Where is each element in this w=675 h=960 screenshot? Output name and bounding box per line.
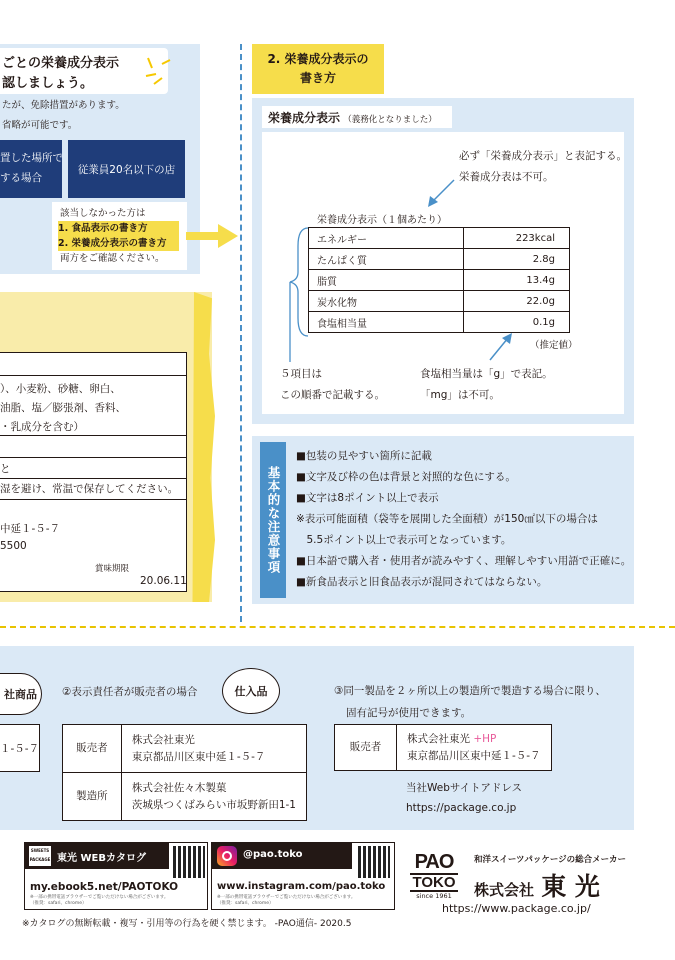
nutrient-name: たんぱく質	[309, 249, 464, 270]
case3-row-value	[397, 725, 552, 771]
five-items-note-line1: ５項目は	[280, 368, 322, 380]
sweets-package-logo-line2: PACKAGE	[29, 857, 51, 862]
section1-note-highlight1: 1. 食品表示の書き方	[58, 221, 179, 236]
instagram-icon	[217, 846, 237, 866]
catalog-card[interactable]	[24, 842, 208, 910]
nutrient-value: 0.1g	[464, 312, 570, 333]
catalog-card-title: 東光 WEBカタログ	[57, 853, 146, 864]
note-item: ■包装の見やすい箇所に記載	[296, 450, 432, 462]
case2-row-line2: 東京都品川区東中延１-５-７	[131, 750, 266, 763]
five-items-note	[280, 364, 385, 406]
pao-toko-since: since 1961	[416, 892, 452, 900]
note-item: ■文字は8ポイント以上で表示	[296, 492, 439, 504]
instagram-note	[217, 895, 355, 907]
case3-table	[334, 724, 552, 771]
callout-heading-rule	[459, 146, 627, 188]
nutrient-value: 22.0g	[464, 291, 570, 312]
case2-row	[63, 773, 307, 821]
label-row-divider	[0, 499, 186, 500]
nutrition-panel-title	[262, 106, 452, 128]
estimate-label: （推定値）	[530, 340, 578, 351]
case3-row-key: 販売者	[335, 725, 397, 771]
case2-row-line2: 茨城県つくばみらい市坂野新田1-1	[131, 798, 296, 811]
company-tagline: 和洋スイーツパッケージの総合メーカー	[474, 855, 626, 865]
nutrient-name: 食塩相当量	[309, 312, 464, 333]
section2-heading	[252, 44, 384, 94]
label-address: 中延１-５-７	[0, 523, 61, 535]
note-item: ※表示可能面積（袋等を展開した全面積）が150㎠以下の場合は	[296, 513, 598, 525]
arrow-right-icon	[186, 222, 240, 250]
nutrition-row	[309, 249, 570, 270]
instagram-note-line1: ※一部の携帯電話ブラウザーでご覧いただけない場合がございます。	[217, 895, 356, 900]
instagram-url[interactable]: www.instagram.com/pao.toko	[217, 881, 386, 892]
exemption-box-location-line1: 置した場所で	[0, 152, 63, 164]
exemption-box-location	[0, 140, 62, 198]
website-note-line1: 当社Webサイトアドレス	[406, 782, 523, 794]
catalog-note-line1: ※一部の携帯電話ブラウザーでご覧いただけない場合がございます。	[30, 895, 169, 900]
label-ingredients-2: 油脂、塩／膨張剤、香料、	[0, 402, 126, 414]
nutrient-name: 脂質	[309, 270, 464, 291]
basic-notes-list	[296, 446, 631, 593]
bracket-line	[282, 226, 310, 364]
callout-heading-rule-line2: 栄養成分表は不可。	[459, 171, 554, 183]
case2-row-line1: 株式会社東光	[131, 733, 195, 746]
website-note-line2[interactable]: https://package.co.jp	[406, 802, 517, 814]
section1-title-line1: ごとの栄養成分表示	[2, 56, 120, 71]
column-divider	[240, 44, 242, 622]
catalog-note-line2: （推奨：safari、chrome）	[30, 901, 87, 906]
nutrition-row	[309, 228, 570, 249]
case2-badge-text: 仕入品	[234, 685, 268, 698]
label-expiry-label: 賞味期限	[95, 564, 130, 574]
label-expiry-date: 20.06.11	[140, 575, 187, 587]
label-storage: 湿を避け、常温で保存してください。	[0, 483, 179, 495]
company-name	[474, 867, 600, 903]
case2-table	[62, 724, 307, 821]
label-row-partial: と	[0, 463, 11, 475]
section1-note	[52, 202, 187, 270]
nutrition-panel-title-note: （義務化となりました）	[343, 115, 437, 125]
copyright-notice: ※カタログの無断転載・複写・引用等の行為を硬く禁じます。 -PAO通信- 2020.5	[22, 919, 352, 929]
case3-row-line1: 株式会社東光	[407, 732, 470, 745]
case3-hp-mark: +HP	[473, 732, 497, 745]
instagram-qr-code[interactable]	[358, 846, 390, 878]
label-row-divider	[0, 478, 186, 479]
nutrition-row	[309, 312, 570, 333]
section1-note-highlight2: 2. 栄養成分表示の書き方	[58, 236, 179, 251]
pointer-arrow-icon	[486, 330, 514, 362]
instagram-handle: @pao.toko	[243, 849, 303, 860]
sparkle-icon	[142, 54, 172, 88]
case1-address: １-５-７	[0, 742, 40, 755]
case2-badge	[222, 668, 280, 714]
pao-toko-logo	[408, 852, 460, 900]
company-name-main: 東 光	[541, 872, 600, 901]
section1-line2: 省略が可能です。	[2, 120, 78, 131]
label-row-divider	[0, 375, 186, 376]
label-ingredients-3: ・乳成分を含む）	[0, 421, 84, 433]
exemption-box-location-line2: する場合	[0, 172, 42, 184]
company-name-prefix: 株式会社	[474, 881, 535, 899]
pointer-arrow-icon	[424, 178, 458, 210]
case1-table	[0, 724, 40, 772]
label-phone: 5500	[0, 540, 27, 552]
nutrition-table-caption: 栄養成分表示（１個あたり）	[317, 215, 447, 226]
catalog-url[interactable]: my.ebook5.net/PAOTOKO	[30, 881, 179, 893]
exemption-box-staff	[68, 140, 185, 198]
sweets-package-logo	[29, 846, 51, 866]
case1-badge	[0, 673, 42, 715]
catalog-note	[30, 895, 168, 907]
salt-unit-note-line1: 食塩相当量は「g」で表記。	[420, 368, 553, 380]
basic-notes-label-text: 基本的な注意事項	[266, 466, 281, 574]
instagram-note-line2: （推奨：safari、chrome）	[217, 901, 274, 906]
nutrient-name: エネルギー	[309, 228, 464, 249]
case1-badge-text: 社商品	[4, 688, 37, 701]
salt-unit-note	[420, 364, 553, 406]
five-items-note-line2: この順番で記載する。	[280, 389, 385, 401]
case3-row	[335, 725, 552, 771]
nutrition-table	[308, 227, 570, 333]
nutrition-row	[309, 270, 570, 291]
nutrition-row	[309, 291, 570, 312]
case2-row-line1: 株式会社佐々木製菓	[131, 781, 227, 794]
nutrient-value: 2.8g	[464, 249, 570, 270]
case3-title-line2: 固有記号が使用できます。	[346, 707, 472, 719]
section-divider	[0, 626, 675, 628]
section1-line1: たが、免除措置があります。	[2, 100, 125, 111]
note-item: 5.5ポイント以上で表示可となっています。	[296, 534, 512, 546]
company-url[interactable]: https://www.package.co.jp/	[442, 902, 591, 915]
label-ingredients-1: ）、小麦粉、砂糖、卵白、	[0, 383, 121, 395]
pao-toko-logo-line1: PAO	[414, 851, 454, 873]
note-item: ■日本語で購入者・使用者が読みやすく、理解しやすい用語で正確に。	[296, 555, 632, 567]
case3-title	[334, 680, 606, 724]
note-item: ■新食品表示と旧食品表示が混同されてはならない。	[296, 576, 548, 588]
case2-row-key: 製造所	[63, 773, 122, 821]
section2-heading-line2: 書き方	[299, 71, 336, 85]
case2-title: ②表示責任者が販売者の場合	[62, 686, 198, 698]
label-sample-card	[0, 352, 187, 592]
case3-row-line2: 東京都品川区東中延１-５-７	[407, 749, 541, 762]
label-row-divider	[0, 457, 186, 458]
section1-note-line1: 該当しなかった方は	[60, 208, 146, 219]
nutrient-value: 13.4g	[464, 270, 570, 291]
case2-row	[63, 725, 307, 773]
case2-row-value	[121, 725, 306, 773]
catalog-qr-code[interactable]	[173, 846, 205, 878]
pao-toko-logo-line2: TOKO	[410, 873, 458, 892]
callout-heading-rule-line1: 必ず「栄養成分表示」と表記する。	[459, 150, 627, 162]
website-note	[406, 778, 522, 818]
label-row-divider	[0, 435, 186, 436]
exemption-box-staff-label: 従業員20名以下の店	[77, 163, 176, 176]
case2-row-key: 販売者	[63, 725, 122, 773]
salt-unit-note-line2: 「mg」は不可。	[420, 389, 500, 401]
basic-notes-label	[260, 442, 286, 598]
case3-title-line1: ③同一製品を２ヶ所以上の製造所で製造する場合に限り、	[334, 685, 606, 697]
section1-title-line2: 認しましょう。	[2, 76, 94, 91]
case2-row-value	[121, 773, 306, 821]
nutrient-name: 炭水化物	[309, 291, 464, 312]
nutrition-panel-title-text: 栄養成分表示	[268, 111, 341, 125]
section2-heading-line1: 2. 栄養成分表示の	[267, 52, 369, 66]
instagram-card[interactable]	[211, 842, 395, 910]
note-item: ■文字及び枠の色は背景と対照的な色にする。	[296, 471, 516, 483]
sweets-package-logo-line1: SWEETS	[30, 848, 50, 853]
nutrient-value: 223kcal	[464, 228, 570, 249]
section1-note-line4: 両方をご確認ください。	[60, 253, 165, 264]
